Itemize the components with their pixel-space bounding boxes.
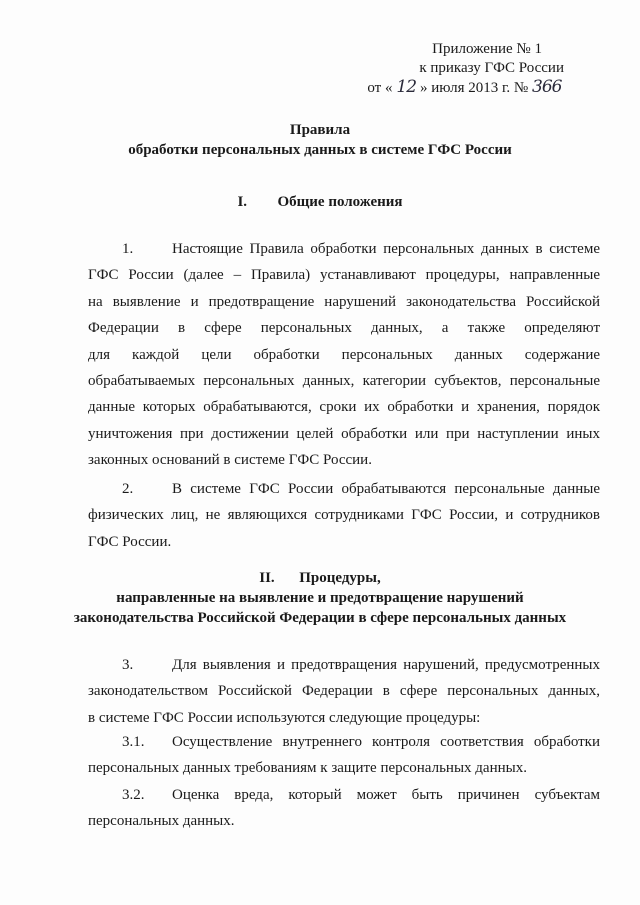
appendix-line-2: к приказу ГФС России bbox=[419, 60, 564, 76]
paragraph-line: в системе ГФС России используются следующие процедуры: bbox=[88, 709, 481, 726]
section-1-title: Общие положения bbox=[277, 194, 403, 210]
section-2-title-line-3: законодательства Российской Федерации в сфере персональных данных bbox=[73, 610, 567, 626]
title-line-1: Правила bbox=[289, 122, 351, 138]
section-2-title-line-1 bbox=[0, 568, 640, 588]
paragraph-line: ГФС России (далее – Правила) устанавливают процедуры, направленные bbox=[88, 267, 600, 284]
paragraph-line: для каждой цели обработки персональных данных содержание bbox=[88, 346, 600, 363]
paragraph-line bbox=[88, 729, 600, 755]
title-line-2: обработки персональных данных в системе ГФС России bbox=[128, 142, 512, 158]
handwritten-date: 12 bbox=[396, 77, 417, 97]
appendix-header bbox=[367, 40, 568, 98]
appendix-date-prefix: от « bbox=[367, 80, 393, 96]
paragraph-3-2 bbox=[88, 782, 600, 835]
paragraph-line: Федерации в сфере персональных данных, а также определяют bbox=[88, 320, 600, 337]
paragraph-line: обрабатываемых персональных данных, категории субъектов, персональные bbox=[88, 372, 600, 389]
paragraph-line bbox=[88, 236, 600, 262]
paragraph-line: законодательством Российской Федерации в сфере персональных данных, bbox=[88, 683, 600, 700]
appendix-line-1: Приложение № 1 bbox=[432, 41, 542, 57]
paragraph-3-1 bbox=[88, 729, 600, 782]
section-2-title: Процедуры, bbox=[299, 570, 381, 586]
paragraph-text: Для выявления и предотвращения нарушений, предусмотренных bbox=[172, 657, 600, 673]
paragraph-2 bbox=[88, 476, 600, 555]
handwritten-order-number: 366 bbox=[532, 77, 562, 97]
paragraph-line: законных оснований в системе ГФС России. bbox=[88, 452, 372, 469]
paragraph-line: физических лиц, не являющихся сотрудниками ГФС России, и сотрудников bbox=[88, 507, 600, 524]
section-1-heading bbox=[0, 192, 640, 212]
paragraph-text: В системе ГФС России обрабатываются персональные данные bbox=[172, 481, 600, 497]
paragraph-number: 3. bbox=[122, 657, 134, 673]
paragraph-line: уничтожения при достижении целей обработки или при наступлении иных bbox=[88, 425, 600, 442]
paragraph-line bbox=[88, 782, 600, 808]
paragraph-line: персональных данных. bbox=[88, 813, 235, 830]
paragraph-number: 3.2. bbox=[122, 787, 145, 803]
section-2-title-line-2: направленные на выявление и предотвращение нарушений bbox=[116, 590, 524, 606]
paragraph-3 bbox=[88, 652, 600, 731]
paragraph-text: Оценка вреда, который может быть причинен субъектам bbox=[172, 787, 600, 803]
paragraph-1 bbox=[88, 236, 600, 474]
paragraph-line: данные которых обрабатываются, сроки их обработки и хранения, порядок bbox=[88, 399, 600, 416]
section-1-number: I. bbox=[237, 194, 248, 210]
paragraph-text: Настоящие Правила обработки персональных данных в системе bbox=[172, 241, 600, 257]
paragraph-line: ГФС России. bbox=[88, 533, 172, 550]
paragraph-text: Осуществление внутреннего контроля соответствия обработки bbox=[172, 734, 600, 750]
paragraph-line bbox=[88, 652, 600, 678]
document-title bbox=[0, 120, 640, 160]
paragraph-number: 1. bbox=[122, 241, 134, 257]
appendix-line-3 bbox=[367, 78, 568, 98]
paragraph-line: на выявление и предотвращение нарушений законодательства Российской bbox=[88, 293, 600, 310]
paragraph-line: персональных данных требованиям к защите персональных данных. bbox=[88, 760, 527, 777]
paragraph-line bbox=[88, 476, 600, 502]
paragraph-number: 2. bbox=[122, 481, 134, 497]
section-2-number: II. bbox=[259, 570, 275, 586]
section-2-heading bbox=[0, 568, 640, 628]
appendix-date-middle: » июля 2013 г. № bbox=[419, 80, 529, 96]
paragraph-number: 3.1. bbox=[122, 734, 145, 750]
